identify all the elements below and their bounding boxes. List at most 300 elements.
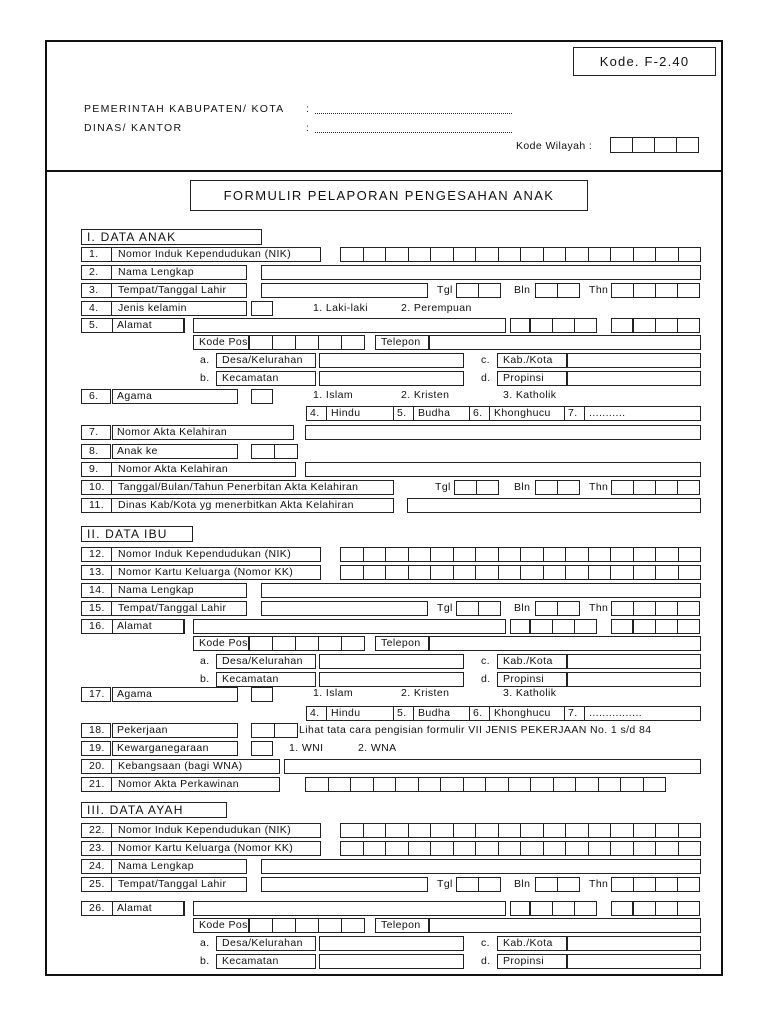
- bln-label: Bln: [514, 602, 531, 614]
- nik-cell[interactable]: [408, 547, 432, 562]
- nik-cell[interactable]: [475, 247, 499, 262]
- nama-field[interactable]: [261, 583, 701, 598]
- nik-cell[interactable]: [588, 823, 612, 838]
- kk-cell[interactable]: [588, 565, 612, 580]
- kk-cell[interactable]: [475, 565, 499, 580]
- date-cell[interactable]: [633, 283, 656, 298]
- akta-perkawinan-cell[interactable]: [328, 777, 352, 792]
- kk-cell[interactable]: [678, 841, 702, 856]
- bln-label: Bln: [514, 284, 531, 296]
- kab-field[interactable]: [567, 353, 701, 368]
- option-label: Khonghucu: [494, 707, 551, 719]
- option-perempuan: 2. Perempuan: [401, 302, 472, 314]
- kk-cell[interactable]: [385, 841, 409, 856]
- date-cell[interactable]: [557, 283, 580, 298]
- kecamatan-label: Kecamatan: [216, 672, 316, 687]
- rt-label-box: [510, 318, 530, 333]
- akta-field[interactable]: [305, 425, 701, 440]
- kab-field[interactable]: [567, 936, 701, 951]
- row-number: 16.: [89, 620, 105, 632]
- alamat-field[interactable]: [193, 619, 506, 634]
- row-number: 25.: [89, 878, 105, 890]
- kode-pos-cell[interactable]: [318, 636, 342, 651]
- akta-perkawinan-cell[interactable]: [350, 777, 374, 792]
- row-label: Anak ke: [117, 445, 158, 457]
- section-data-ayah: III. DATA AYAH: [81, 802, 227, 818]
- kk-cell[interactable]: [453, 841, 477, 856]
- propinsi-label: Propinsi: [497, 954, 567, 969]
- row-label: Pekerjaan: [117, 724, 168, 736]
- nik-cell[interactable]: [588, 247, 612, 262]
- rt-cell[interactable]: [552, 901, 575, 916]
- date-cell[interactable]: [611, 877, 634, 892]
- dinas-field[interactable]: [315, 132, 512, 133]
- kode-pos-cell[interactable]: [249, 335, 273, 350]
- date-cell[interactable]: [456, 283, 479, 298]
- row-divider: [111, 265, 112, 280]
- date-cell[interactable]: [655, 480, 678, 495]
- option-label: ................: [589, 707, 643, 719]
- rt-cell[interactable]: [574, 619, 597, 634]
- date-cell[interactable]: [633, 601, 656, 616]
- kk-cell[interactable]: [610, 841, 634, 856]
- option-laki: 1. Laki-laki: [313, 302, 368, 314]
- nik-cell[interactable]: [565, 247, 589, 262]
- rt-cell[interactable]: [530, 901, 553, 916]
- pekerjaan-note: Lihat tata cara pengisian formulir VII JENIS PEKERJAAN No. 1 s/d 84: [299, 724, 652, 736]
- row-label: Jenis kelamin: [118, 302, 187, 314]
- date-cell[interactable]: [478, 877, 501, 892]
- desa-field[interactable]: [319, 936, 464, 951]
- akta-perkawinan-cell[interactable]: [598, 777, 622, 792]
- tempat-field[interactable]: [261, 877, 428, 892]
- row-number: 10.: [89, 481, 105, 493]
- kode-wilayah-cell[interactable]: [676, 137, 699, 153]
- rt-cell[interactable]: [574, 318, 597, 333]
- row-label: Nomor Akta Kelahiran: [117, 426, 228, 438]
- akta-perkawinan-cell[interactable]: [305, 777, 329, 792]
- row-label: Nama Lengkap: [118, 584, 195, 596]
- rt-cell[interactable]: [574, 901, 597, 916]
- nik-cell[interactable]: [340, 547, 364, 562]
- kode-pos-label: Kode Pos: [193, 636, 249, 651]
- nama-field[interactable]: [261, 265, 701, 280]
- option-divider: [393, 706, 394, 721]
- propinsi-field[interactable]: [567, 954, 701, 969]
- kebangsaan-field[interactable]: [284, 759, 701, 774]
- rw-cell[interactable]: [677, 619, 700, 634]
- agama-code-cell[interactable]: [251, 687, 273, 702]
- row-label: Kebangsaan (bagi WNA): [118, 760, 243, 772]
- date-cell[interactable]: [454, 480, 477, 495]
- date-cell[interactable]: [633, 480, 656, 495]
- nik-cell[interactable]: [363, 247, 387, 262]
- desa-label: Desa/Kelurahan: [216, 936, 316, 951]
- agama-kristen: 2. Kristen: [401, 687, 450, 699]
- kecamatan-field[interactable]: [319, 954, 464, 969]
- header-divider: [45, 170, 723, 172]
- date-cell[interactable]: [535, 877, 558, 892]
- row-number: 20.: [89, 760, 105, 772]
- date-cell[interactable]: [677, 877, 700, 892]
- row-number: 19.: [89, 742, 105, 754]
- row-label: Tanggal/Bulan/Tahun Penerbitan Akta Kelahiran: [118, 481, 359, 493]
- akta-perkawinan-cell[interactable]: [620, 777, 644, 792]
- nik-cell[interactable]: [610, 547, 634, 562]
- kode-wilayah-label: Kode Wilayah :: [516, 140, 593, 152]
- agama-kristen: 2. Kristen: [401, 389, 450, 401]
- kode-pos-cell[interactable]: [318, 335, 342, 350]
- kode-pos-cell[interactable]: [272, 918, 296, 933]
- kode-pos-cell[interactable]: [272, 636, 296, 651]
- row-divider: [111, 480, 112, 495]
- akta-field[interactable]: [305, 462, 701, 477]
- date-cell[interactable]: [677, 601, 700, 616]
- kk-cell[interactable]: [340, 841, 364, 856]
- thn-label: Thn: [589, 602, 609, 614]
- bln-label: Bln: [514, 878, 531, 890]
- telepon-label: Telepon: [375, 918, 429, 933]
- rt-label-box: [510, 901, 530, 916]
- nik-cell[interactable]: [588, 547, 612, 562]
- option-number: 5.: [397, 707, 407, 719]
- option-number: 5.: [397, 407, 407, 419]
- nik-cell[interactable]: [565, 547, 589, 562]
- akta-perkawinan-cell[interactable]: [485, 777, 509, 792]
- option-label: Khonghucu: [494, 407, 551, 419]
- rw-label-box: [611, 619, 633, 634]
- kk-cell[interactable]: [565, 841, 589, 856]
- kecamatan-field[interactable]: [319, 371, 464, 386]
- row-divider: [111, 601, 112, 616]
- pekerjaan-cell[interactable]: [251, 723, 275, 738]
- kk-cell[interactable]: [543, 565, 567, 580]
- kode-pos-cell[interactable]: [295, 636, 319, 651]
- kk-cell[interactable]: [543, 841, 567, 856]
- akta-perkawinan-cell[interactable]: [553, 777, 577, 792]
- kk-cell[interactable]: [363, 841, 387, 856]
- nik-cell[interactable]: [678, 247, 702, 262]
- letter-d: d.: [481, 955, 491, 967]
- desa-label: Desa/Kelurahan: [216, 654, 316, 669]
- nik-cell[interactable]: [543, 247, 567, 262]
- form-code: Kode. F-2.40: [573, 47, 716, 76]
- thn-label: Thn: [589, 284, 609, 296]
- propinsi-field[interactable]: [567, 672, 701, 687]
- nik-cell[interactable]: [475, 823, 499, 838]
- anak-ke-cell[interactable]: [274, 444, 298, 459]
- kk-cell[interactable]: [588, 841, 612, 856]
- nik-cell[interactable]: [453, 823, 477, 838]
- row-divider: [111, 759, 112, 774]
- tempat-field[interactable]: [261, 601, 428, 616]
- akta-perkawinan-cell[interactable]: [418, 777, 442, 792]
- nik-cell[interactable]: [678, 547, 702, 562]
- kk-cell[interactable]: [408, 841, 432, 856]
- agama-code-cell[interactable]: [251, 389, 273, 404]
- row-divider: [111, 283, 112, 298]
- date-cell[interactable]: [557, 601, 580, 616]
- telepon-field[interactable]: [429, 636, 701, 651]
- agama-katholik: 3. Katholik: [503, 389, 557, 401]
- tgl-label: Tgl: [437, 284, 453, 296]
- form-title: FORMULIR PELAPORAN PENGESAHAN ANAK: [190, 180, 588, 211]
- rt-cell[interactable]: [552, 619, 575, 634]
- nik-cell[interactable]: [430, 823, 454, 838]
- date-cell[interactable]: [535, 283, 558, 298]
- row-number: 17.: [89, 688, 105, 700]
- kk-cell[interactable]: [655, 565, 679, 580]
- kk-cell[interactable]: [633, 841, 657, 856]
- nik-cell[interactable]: [385, 823, 409, 838]
- telepon-field[interactable]: [429, 335, 701, 350]
- kab-field[interactable]: [567, 654, 701, 669]
- nik-cell[interactable]: [385, 247, 409, 262]
- letter-c: c.: [481, 937, 490, 949]
- kk-cell[interactable]: [363, 565, 387, 580]
- date-cell[interactable]: [456, 877, 479, 892]
- agama-katholik: 3. Katholik: [503, 687, 557, 699]
- alamat-field[interactable]: [193, 318, 506, 333]
- desa-field[interactable]: [319, 654, 464, 669]
- kode-pos-cell[interactable]: [341, 918, 365, 933]
- nik-cell[interactable]: [655, 547, 679, 562]
- date-cell[interactable]: [655, 283, 678, 298]
- akta-perkawinan-cell[interactable]: [373, 777, 397, 792]
- nik-cell[interactable]: [363, 823, 387, 838]
- date-cell[interactable]: [476, 480, 499, 495]
- telepon-field[interactable]: [429, 918, 701, 933]
- nik-cell[interactable]: [543, 823, 567, 838]
- date-cell[interactable]: [478, 283, 501, 298]
- kab-label: Kab./Kota: [497, 353, 567, 368]
- propinsi-label: Propinsi: [497, 371, 567, 386]
- row-divider: [111, 777, 112, 792]
- rw-cell[interactable]: [633, 318, 656, 333]
- rw-cell[interactable]: [633, 619, 656, 634]
- kode-wilayah-cell[interactable]: [610, 137, 633, 153]
- row-divider: [111, 841, 112, 856]
- rt-cell[interactable]: [530, 318, 553, 333]
- kk-cell[interactable]: [565, 565, 589, 580]
- letter-c: c.: [481, 655, 490, 667]
- kk-cell[interactable]: [340, 565, 364, 580]
- kode-pos-cell[interactable]: [341, 636, 365, 651]
- akta-perkawinan-cell[interactable]: [440, 777, 464, 792]
- option-number: 4.: [310, 407, 320, 419]
- nik-cell[interactable]: [498, 823, 522, 838]
- agama-islam: 1. Islam: [313, 687, 353, 699]
- option-divider: [584, 406, 585, 421]
- kode-pos-cell[interactable]: [295, 335, 319, 350]
- row-label: Nomor Induk Kependudukan (NIK): [118, 824, 292, 836]
- nik-cell[interactable]: [430, 247, 454, 262]
- row-label: Nomor Akta Perkawinan: [118, 778, 240, 790]
- row-divider: [111, 462, 112, 477]
- date-cell[interactable]: [633, 877, 656, 892]
- tgl-label: Tgl: [435, 481, 451, 493]
- kecamatan-label: Kecamatan: [216, 371, 316, 386]
- date-cell[interactable]: [655, 601, 678, 616]
- nik-cell[interactable]: [610, 247, 634, 262]
- nik-cell[interactable]: [498, 247, 522, 262]
- kab-label: Kab./Kota: [497, 654, 567, 669]
- nik-cell[interactable]: [430, 547, 454, 562]
- kode-pos-cell[interactable]: [295, 918, 319, 933]
- date-cell[interactable]: [557, 480, 580, 495]
- nik-cell[interactable]: [408, 247, 432, 262]
- colon: :: [306, 103, 310, 115]
- option-number: 4.: [310, 707, 320, 719]
- row-number: 14.: [89, 584, 105, 596]
- tempat-field[interactable]: [261, 283, 428, 298]
- rw-cell[interactable]: [677, 901, 700, 916]
- date-cell[interactable]: [611, 601, 634, 616]
- kecamatan-field[interactable]: [319, 672, 464, 687]
- tgl-label: Tgl: [437, 878, 453, 890]
- nik-cell[interactable]: [453, 547, 477, 562]
- nik-cell[interactable]: [520, 547, 544, 562]
- dinas-field[interactable]: [407, 498, 701, 513]
- letter-a: a.: [200, 354, 210, 366]
- kk-cell[interactable]: [385, 565, 409, 580]
- nik-cell[interactable]: [385, 547, 409, 562]
- akta-perkawinan-cell[interactable]: [643, 777, 667, 792]
- kode-pos-cell[interactable]: [249, 636, 273, 651]
- propinsi-field[interactable]: [567, 371, 701, 386]
- option-label: Hindu: [331, 407, 361, 419]
- kk-cell[interactable]: [520, 565, 544, 580]
- nik-cell[interactable]: [655, 823, 679, 838]
- kode-wilayah-cell[interactable]: [654, 137, 677, 153]
- row-divider: [111, 877, 112, 892]
- date-cell[interactable]: [611, 480, 634, 495]
- date-cell[interactable]: [535, 601, 558, 616]
- kk-cell[interactable]: [430, 565, 454, 580]
- date-cell[interactable]: [677, 480, 700, 495]
- date-cell[interactable]: [557, 877, 580, 892]
- nik-cell[interactable]: [655, 247, 679, 262]
- option-label: Budha: [418, 707, 451, 719]
- nik-cell[interactable]: [340, 247, 364, 262]
- row-label: Agama: [117, 390, 153, 402]
- rt-cell[interactable]: [530, 619, 553, 634]
- nik-cell[interactable]: [610, 823, 634, 838]
- desa-field[interactable]: [319, 353, 464, 368]
- nik-cell[interactable]: [633, 547, 657, 562]
- pemerintah-field[interactable]: [315, 113, 512, 114]
- nik-cell[interactable]: [408, 823, 432, 838]
- alamat-field[interactable]: [193, 901, 506, 916]
- anak-ke-cell[interactable]: [251, 444, 275, 459]
- row-divider: [111, 565, 112, 580]
- nama-field[interactable]: [261, 859, 701, 874]
- option-divider: [469, 406, 470, 421]
- option-wni: 1. WNI: [289, 742, 324, 754]
- row-label: Tempat/Tanggal Lahir: [118, 878, 227, 890]
- kode-pos-cell[interactable]: [318, 918, 342, 933]
- letter-a: a.: [200, 655, 210, 667]
- nik-cell[interactable]: [340, 823, 364, 838]
- rw-cell[interactable]: [655, 318, 678, 333]
- kk-cell[interactable]: [498, 565, 522, 580]
- akta-perkawinan-cell[interactable]: [508, 777, 532, 792]
- kk-cell[interactable]: [475, 841, 499, 856]
- rt-cell[interactable]: [552, 318, 575, 333]
- akta-perkawinan-cell[interactable]: [395, 777, 419, 792]
- date-cell[interactable]: [677, 283, 700, 298]
- option-divider: [489, 706, 490, 721]
- kode-pos-cell[interactable]: [341, 335, 365, 350]
- row-number: 3.: [89, 284, 99, 296]
- option-number: 6.: [473, 707, 483, 719]
- nik-cell[interactable]: [453, 247, 477, 262]
- row-label: Kewarganegaraan: [117, 742, 209, 754]
- letter-b: b.: [200, 955, 210, 967]
- kk-cell[interactable]: [520, 841, 544, 856]
- rt-label-box: [510, 619, 530, 634]
- kewarganegaraan-cell[interactable]: [251, 741, 273, 756]
- nik-cell[interactable]: [520, 823, 544, 838]
- nik-cell[interactable]: [475, 547, 499, 562]
- kk-cell[interactable]: [678, 565, 702, 580]
- nik-cell[interactable]: [520, 247, 544, 262]
- rw-cell[interactable]: [655, 901, 678, 916]
- nik-cell[interactable]: [543, 547, 567, 562]
- kode-wilayah-cell[interactable]: [632, 137, 655, 153]
- kk-cell[interactable]: [610, 565, 634, 580]
- kode-pos-label: Kode Pos: [193, 335, 249, 350]
- date-cell[interactable]: [478, 601, 501, 616]
- thn-label: Thn: [589, 878, 609, 890]
- nik-cell[interactable]: [678, 823, 702, 838]
- kk-cell[interactable]: [655, 841, 679, 856]
- akta-perkawinan-cell[interactable]: [463, 777, 487, 792]
- bln-label: Bln: [514, 481, 531, 493]
- jenis-kelamin-cell[interactable]: [251, 301, 273, 316]
- date-cell[interactable]: [655, 877, 678, 892]
- kab-label: Kab./Kota: [497, 936, 567, 951]
- akta-perkawinan-cell[interactable]: [530, 777, 554, 792]
- nik-cell[interactable]: [498, 547, 522, 562]
- kk-cell[interactable]: [408, 565, 432, 580]
- kode-pos-cell[interactable]: [249, 918, 273, 933]
- rw-cell[interactable]: [677, 318, 700, 333]
- kk-cell[interactable]: [633, 565, 657, 580]
- nik-cell[interactable]: [633, 247, 657, 262]
- nik-cell[interactable]: [363, 547, 387, 562]
- pemerintah-label: PEMERINTAH KABUPATEN/ KOTA: [84, 103, 285, 115]
- option-number: 7.: [568, 707, 578, 719]
- row-label: Nomor Akta Kelahiran: [118, 463, 229, 475]
- nik-cell[interactable]: [633, 823, 657, 838]
- kode-pos-cell[interactable]: [272, 335, 296, 350]
- kk-cell[interactable]: [430, 841, 454, 856]
- desa-label: Desa/Kelurahan: [216, 353, 316, 368]
- akta-perkawinan-cell[interactable]: [575, 777, 599, 792]
- nik-cell[interactable]: [565, 823, 589, 838]
- kk-cell[interactable]: [453, 565, 477, 580]
- kk-cell[interactable]: [498, 841, 522, 856]
- rw-cell[interactable]: [633, 901, 656, 916]
- date-cell[interactable]: [456, 601, 479, 616]
- date-cell[interactable]: [611, 283, 634, 298]
- row-number: 6.: [89, 390, 99, 402]
- pekerjaan-cell[interactable]: [274, 723, 298, 738]
- telepon-label: Telepon: [375, 335, 429, 350]
- date-cell[interactable]: [535, 480, 558, 495]
- rw-cell[interactable]: [655, 619, 678, 634]
